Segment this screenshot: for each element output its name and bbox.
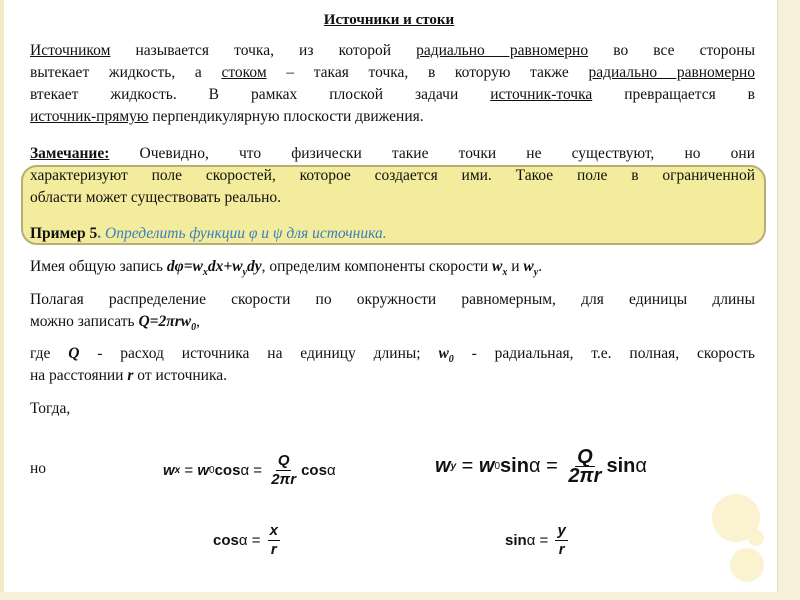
math-function: cos — [301, 462, 327, 479]
math-function: sin — [505, 532, 527, 549]
definition-paragraph-end — [30, 106, 755, 128]
term-radial: радиально равномерно — [588, 64, 755, 81]
math-symbol: α — [238, 532, 248, 549]
text-line — [30, 40, 755, 62]
math-span: dφ=w — [166, 258, 203, 275]
slide-border-right — [778, 0, 800, 600]
text-span: можно записать — [30, 313, 139, 330]
text-span: Имея общую запись — [30, 258, 167, 275]
text-span: на расстоянии — [30, 367, 128, 384]
remark-label: Замечание: — [30, 145, 110, 162]
text-span: Очевидно, что физически такие точки не существуют, но они — [109, 145, 755, 162]
text-line: но — [30, 460, 47, 477]
text-line — [30, 223, 755, 245]
math-symbol: w — [435, 455, 451, 477]
math-sub: y — [242, 267, 247, 279]
fraction-numerator: x — [269, 522, 278, 539]
math-sub: 0 — [448, 354, 454, 366]
math-sub: x — [202, 267, 208, 279]
math-span: Q — [68, 345, 80, 362]
remark-paragraph — [30, 143, 755, 187]
math-sub: 0 — [191, 322, 197, 334]
text-line — [30, 165, 755, 187]
math-operator: = — [535, 532, 553, 549]
text-span: втекает жидкость. В рамках плоской задачи — [30, 86, 491, 103]
math-span: w — [438, 345, 449, 362]
fraction-numerator: Q — [577, 446, 593, 468]
text-line: Тогда, — [30, 400, 71, 417]
math-sub: y — [533, 267, 539, 279]
slide-border-left — [0, 0, 4, 600]
text-span: Полагая распределение скорости по окружности равномерным, для единицы длины — [30, 291, 755, 308]
then-text — [30, 398, 755, 420]
example-label: Пример 5 — [30, 225, 98, 242]
definitions-paragraph-end — [30, 365, 755, 387]
remark-paragraph-end — [30, 187, 755, 209]
math-span: r — [127, 367, 134, 384]
text-span: - расход источника на единицу длины; — [79, 345, 439, 362]
math-sub: x — [174, 465, 181, 476]
math-symbol: α — [326, 462, 336, 479]
flow-paragraph — [30, 289, 755, 311]
term-source-point: источник-точка — [490, 86, 593, 103]
example-task: Определить функции φ и ψ для источника. — [101, 225, 387, 242]
math-function: sin — [500, 455, 529, 477]
text-span: и — [507, 258, 524, 275]
math-symbol: w — [163, 462, 175, 479]
text-span: во все стороны — [588, 42, 756, 59]
text-span: где — [30, 345, 69, 362]
term-source: Источником — [30, 42, 111, 59]
text-line — [30, 311, 755, 339]
term-sink: стоком — [221, 64, 267, 81]
math-span: dx+w — [207, 258, 243, 275]
math-symbol: α — [526, 532, 536, 549]
flow-paragraph-end — [30, 311, 755, 339]
decorative-circle — [730, 548, 764, 582]
text-line — [30, 143, 755, 165]
fraction-numerator: y — [557, 522, 566, 539]
math-span: w — [523, 258, 534, 275]
fraction-denominator: r — [558, 541, 565, 558]
math-operator: = — [247, 532, 265, 549]
text-span: от источника. — [133, 367, 228, 384]
text-line — [30, 84, 755, 106]
text-span: вытекает жидкость, а — [30, 64, 222, 81]
text-line — [30, 62, 755, 84]
text-span: , — [196, 313, 200, 330]
formula-sin — [505, 522, 571, 559]
math-fraction — [566, 448, 603, 485]
math-sub: 0 — [209, 465, 215, 476]
math-function: sin — [606, 455, 636, 477]
math-function: cos — [213, 532, 239, 549]
example-heading — [30, 223, 755, 245]
math-span: Q=2πrw — [138, 313, 192, 330]
definition-paragraph — [30, 40, 755, 106]
formula-cos — [213, 522, 283, 559]
term-radial: радиально равномерно — [416, 42, 589, 59]
math-symbol: α — [635, 455, 647, 477]
math-fraction — [269, 452, 298, 489]
text-span: характеризуют поле скоростей, которое создается ими. Такое поле в ограниченной — [30, 167, 755, 184]
text-span: . — [97, 225, 102, 242]
math-symbol: α — [528, 455, 541, 477]
text-line — [30, 365, 755, 387]
text-span: – такая точка, в которую также — [266, 64, 589, 81]
formula-wy — [435, 448, 647, 485]
math-operator: = — [249, 462, 267, 479]
math-operator: = — [180, 462, 198, 479]
math-fraction — [268, 522, 280, 559]
math-operator: = — [540, 455, 564, 477]
fraction-denominator: 2πr — [271, 471, 297, 488]
slide-title: Источники и стоки — [323, 12, 455, 28]
math-span: w — [492, 258, 503, 275]
text-span: , определим компоненты скорости — [261, 258, 493, 275]
fraction-denominator: r — [270, 541, 277, 558]
math-operator: = — [456, 455, 479, 477]
text-line — [30, 187, 755, 209]
text-span: перпендикулярную плоскости движения. — [148, 108, 424, 125]
math-sub: 0 — [494, 461, 501, 472]
text-span: области может существовать реально. — [30, 189, 282, 206]
math-function: cos — [214, 462, 241, 479]
text-span: - радиальная, т.е. полная, скорость — [453, 345, 755, 362]
slide-border-bottom — [0, 592, 800, 600]
decorative-circle — [748, 530, 764, 546]
math-sub: y — [450, 461, 457, 472]
math-fraction — [555, 522, 567, 559]
math-span: dy — [247, 258, 262, 275]
fraction-denominator: 2πr — [568, 465, 602, 487]
text-line — [30, 289, 755, 311]
math-sub: x — [502, 267, 508, 279]
formula-wx — [163, 452, 336, 489]
velocity-paragraph — [30, 256, 755, 284]
term-source-line: источник-прямую — [30, 108, 149, 125]
text-line — [30, 256, 755, 284]
text-span: превращается в — [592, 86, 756, 103]
text-line — [30, 106, 755, 128]
math-symbol: α — [240, 462, 250, 479]
math-symbol: w — [197, 462, 210, 479]
text-span: называется точка, из которой — [110, 42, 417, 59]
fraction-numerator: Q — [277, 452, 290, 469]
math-symbol: w — [478, 455, 495, 477]
text-span: . — [538, 258, 543, 275]
